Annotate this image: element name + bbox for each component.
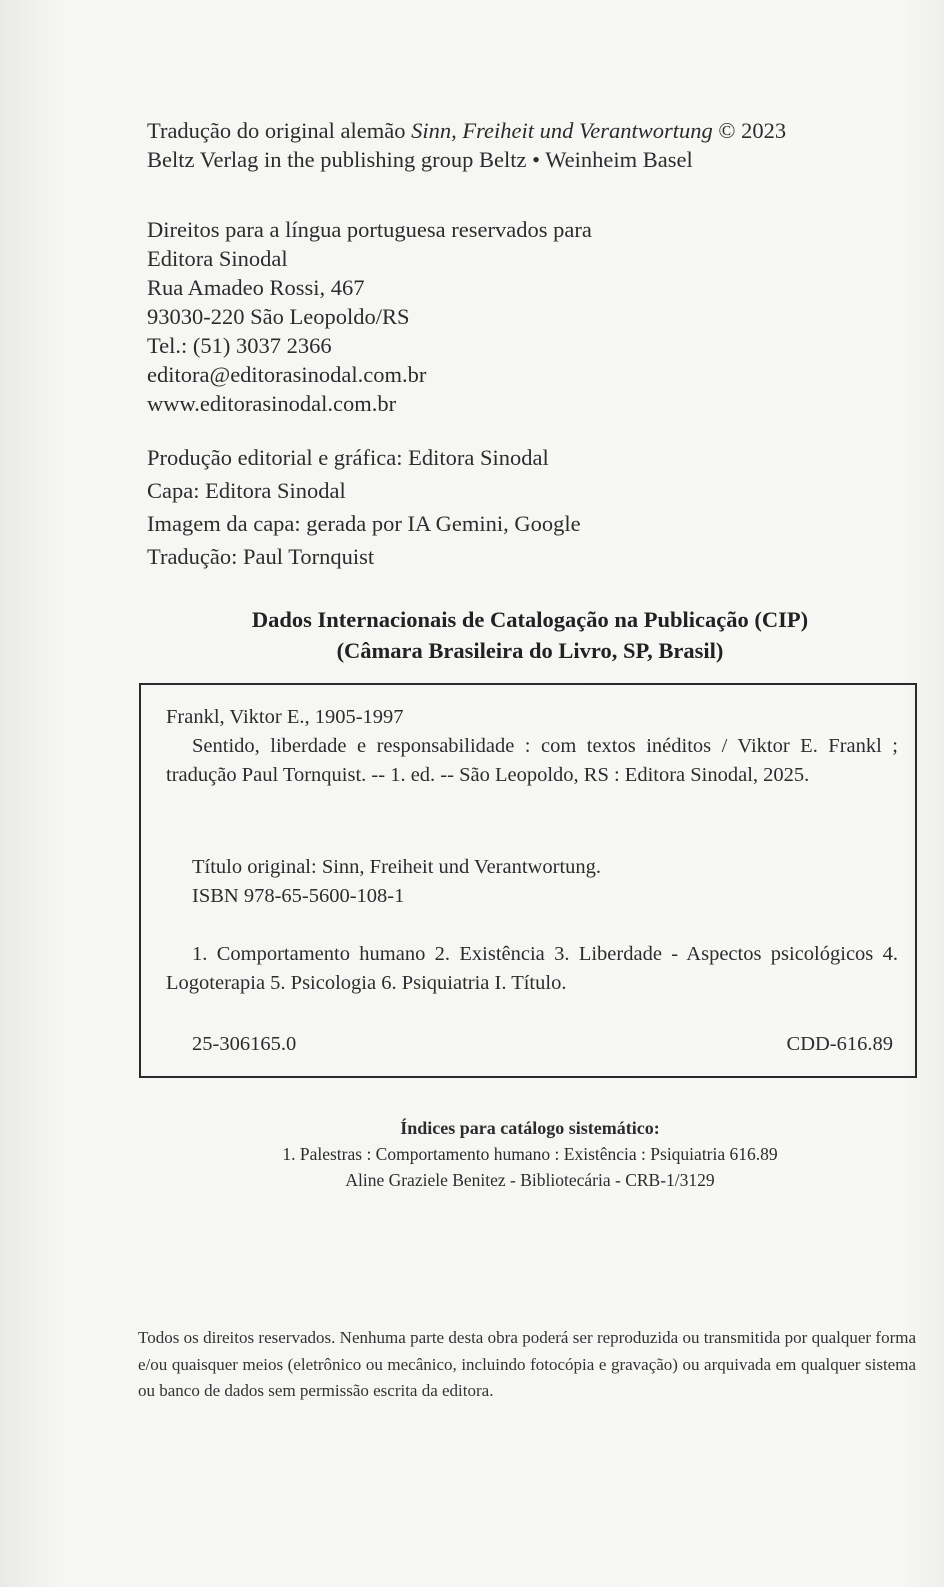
cip-heading-line1: Dados Internacionais de Catalogação na Publicação (CIP) xyxy=(251,607,809,632)
credit-cover-image: Imagem da capa: gerada por IA Gemini, Google xyxy=(147,511,581,536)
cip-description: Sentido, liberdade e responsabilidade : com textos inéditos / Viktor E. Frankl ; tradução Paul Tornquist. -- 1. ed. -- São Leopoldo, RS : Editora Sinodal, 2025. xyxy=(166,735,898,786)
credits-block xyxy=(147,441,581,573)
publisher-email: editora@editorasinodal.com.br xyxy=(147,362,427,387)
cip-cdd: CDD-616.89 xyxy=(786,1033,893,1055)
credit-translation: Tradução: Paul Tornquist xyxy=(147,544,375,569)
cip-heading-line2: (Câmara Brasileira do Livro, SP, Brasil) xyxy=(336,638,724,663)
publisher-city: 93030-220 São Leopoldo/RS xyxy=(147,304,410,329)
cip-heading xyxy=(140,604,920,666)
copyright-year: © 2023 xyxy=(712,118,787,143)
credit-cover: Capa: Editora Sinodal xyxy=(147,478,346,503)
credit-production: Produção editorial e gráfica: Editora Sinodal xyxy=(147,445,549,470)
publisher-street: Rua Amadeo Rossi, 467 xyxy=(147,275,365,300)
systematic-index xyxy=(140,1115,920,1193)
original-title: Sinn, Freiheit und Verantwortung xyxy=(411,118,713,143)
librarian-credit: Aline Graziele Benitez - Bibliotecária - CRB-1/3129 xyxy=(345,1170,715,1190)
original-edition-prefix: Tradução do original alemão xyxy=(147,118,412,143)
index-entry: 1. Palestras : Comportamento humano : Existência : Psiquiatria 616.89 xyxy=(282,1144,778,1164)
all-rights-reserved-notice: Todos os direitos reservados. Nenhuma parte desta obra poderá ser reproduzida ou transmitida por qualquer forma e/ou quaisquer meios (eletrônico ou mecânico, incluindo fotocópia e gravação) ou arquivada em qualquer sistema ou banco de dados sem permissão escrita da editora. xyxy=(138,1328,916,1400)
publisher-name: Editora Sinodal xyxy=(147,246,288,271)
cip-author: Frankl, Viktor E., 1905-1997 xyxy=(166,706,404,728)
index-title: Índices para catálogo sistemático: xyxy=(400,1118,660,1138)
cip-original-title: Título original: Sinn, Freiheit und Verantwortung. xyxy=(192,856,602,878)
rights-intro: Direitos para a língua portuguesa reservados para xyxy=(147,217,592,242)
cip-control-number: 25-306165.0 xyxy=(192,1033,297,1055)
publisher-phone: Tel.: (51) 3037 2366 xyxy=(147,333,332,358)
cip-subjects: 1. Comportamento humano 2. Existência 3. Liberdade - Aspectos psicológicos 4. Logoterapia 5. Psicologia 6. Psiquiatria I. Título. xyxy=(166,943,898,994)
cip-isbn: ISBN 978-65-5600-108-1 xyxy=(192,885,405,907)
rights-holder-block xyxy=(147,215,592,418)
original-edition-notice xyxy=(147,116,786,174)
original-publisher: Beltz Verlag in the publishing group Beltz • Weinheim Basel xyxy=(147,147,693,172)
publisher-website: www.editorasinodal.com.br xyxy=(147,391,397,416)
cip-record-box xyxy=(139,683,917,1078)
